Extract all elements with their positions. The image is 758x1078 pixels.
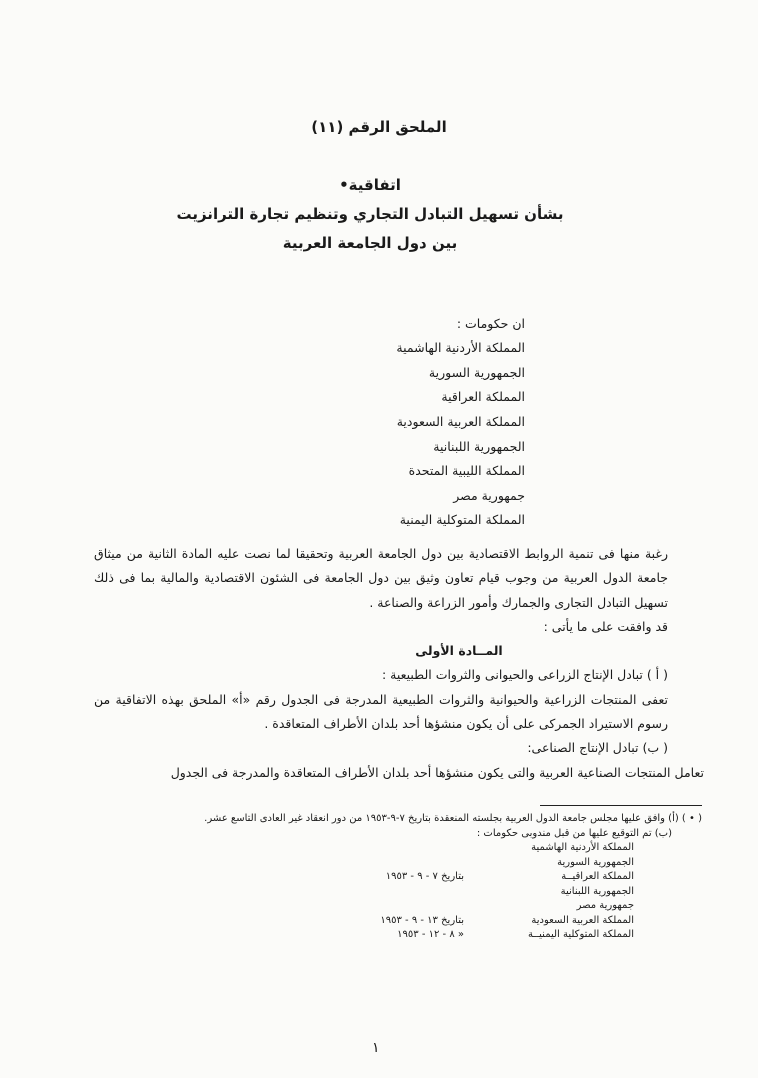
country-item: المملكة الليبية المتحدة <box>408 463 525 478</box>
page-number: ١ <box>372 1040 380 1056</box>
signatory-row: الجمهورية اللبنانية <box>560 885 634 897</box>
agreement-heading: اتفاقية• <box>339 176 401 194</box>
footnote-a: ( • ) (أ) وافق عليها مجلس جامعة الدول العربية بجلسته المنعقدة بتاريخ ٧-٩-١٩٥٣ من دور انعقاد غير العادى التاسع عشر. <box>204 813 702 824</box>
agreement-subject: بشأن تسهيل التبادل التجاري وتنظيم تجارة الترانزيت <box>176 205 564 223</box>
agreement-parties: بين دول الجامعة العربية <box>282 234 458 252</box>
footnote-divider <box>540 805 702 806</box>
country-item: الجمهورية اللبنانية <box>433 439 525 454</box>
body-text <box>94 542 704 785</box>
signatory-row: المملكة العراقيــة بتاريخ ٧ - ٩ - ١٩٥٣ <box>385 871 634 882</box>
article-title: المــادة الأولى <box>415 643 503 659</box>
signatory-row: الجمهورية السورية <box>557 856 634 868</box>
signatory-row: جمهورية مصر <box>576 900 634 911</box>
clause-b-title: ( ب) تبادل الإنتاج الصناعى: <box>527 740 668 756</box>
country-item: المملكة العربية السعودية <box>396 414 525 429</box>
preamble: رغبة منها فى تنمية الروابط الاقتصادية بين دول الجامعة العربية وتحقيقا لما نصت عليه المادة الثانية من ميثاق جامعة الدول العربية من وجوب قيام تعاون وثيق بين دول الجامعة فى الشئون الاقتصادية والمالية بما فى ذلك تسهيل التبادل التجارى والجمارك وأمور الزراعة والصناعة . <box>94 546 668 610</box>
clause-b-text: تعامل المنتجات الصناعية العربية والتى يكون منشؤها أحد بلدان الأطراف المتعاقدة والمدرجة فى الجدول <box>170 764 704 780</box>
clause-a-text: تعفى المنتجات الزراعية والحيوانية والثروات الطبيعية المدرجة فى الجدول رقم «أ» الملحق بهذه الاتفاقية من رسوم الاستيراد الجمركى على أن يكون منشؤها أحد بلدان الأطراف المتعاقدة . <box>94 691 668 732</box>
agreed-statement: قد وافقت على ما يأتى : <box>543 618 668 634</box>
country-item: المملكة المتوكلية اليمنية <box>399 512 525 527</box>
signatory-row: المملكة العربية السعودية بتاريخ ١٣ - ٩ - ١٩٥٣ <box>380 914 634 926</box>
signatory-row: المملكة المتوكلية اليمنيــة « ٨ - ١٢ - ١٩٥٣ <box>397 929 634 940</box>
clause-a-title: ( أ ) تبادل الإنتاج الزراعى والحيوانى والثروات الطبيعية : <box>381 667 668 683</box>
footnote <box>182 812 702 943</box>
country-item: الجمهورية السورية <box>428 365 525 380</box>
country-item: المملكة الأردنية الهاشمية <box>396 340 525 355</box>
governments-intro: ان حكومات : <box>456 316 525 331</box>
signatory-row: المملكة الأردنية الهاشمية <box>531 842 634 853</box>
footnote-b: (ب) تم التوقيع عليها من قبل مندوبى حكومات : <box>476 827 672 839</box>
annex-title: الملحق الرقم (١١) <box>311 118 447 136</box>
country-item: المملكة العراقية <box>441 389 525 404</box>
country-item: جمهورية مصر <box>453 488 525 503</box>
